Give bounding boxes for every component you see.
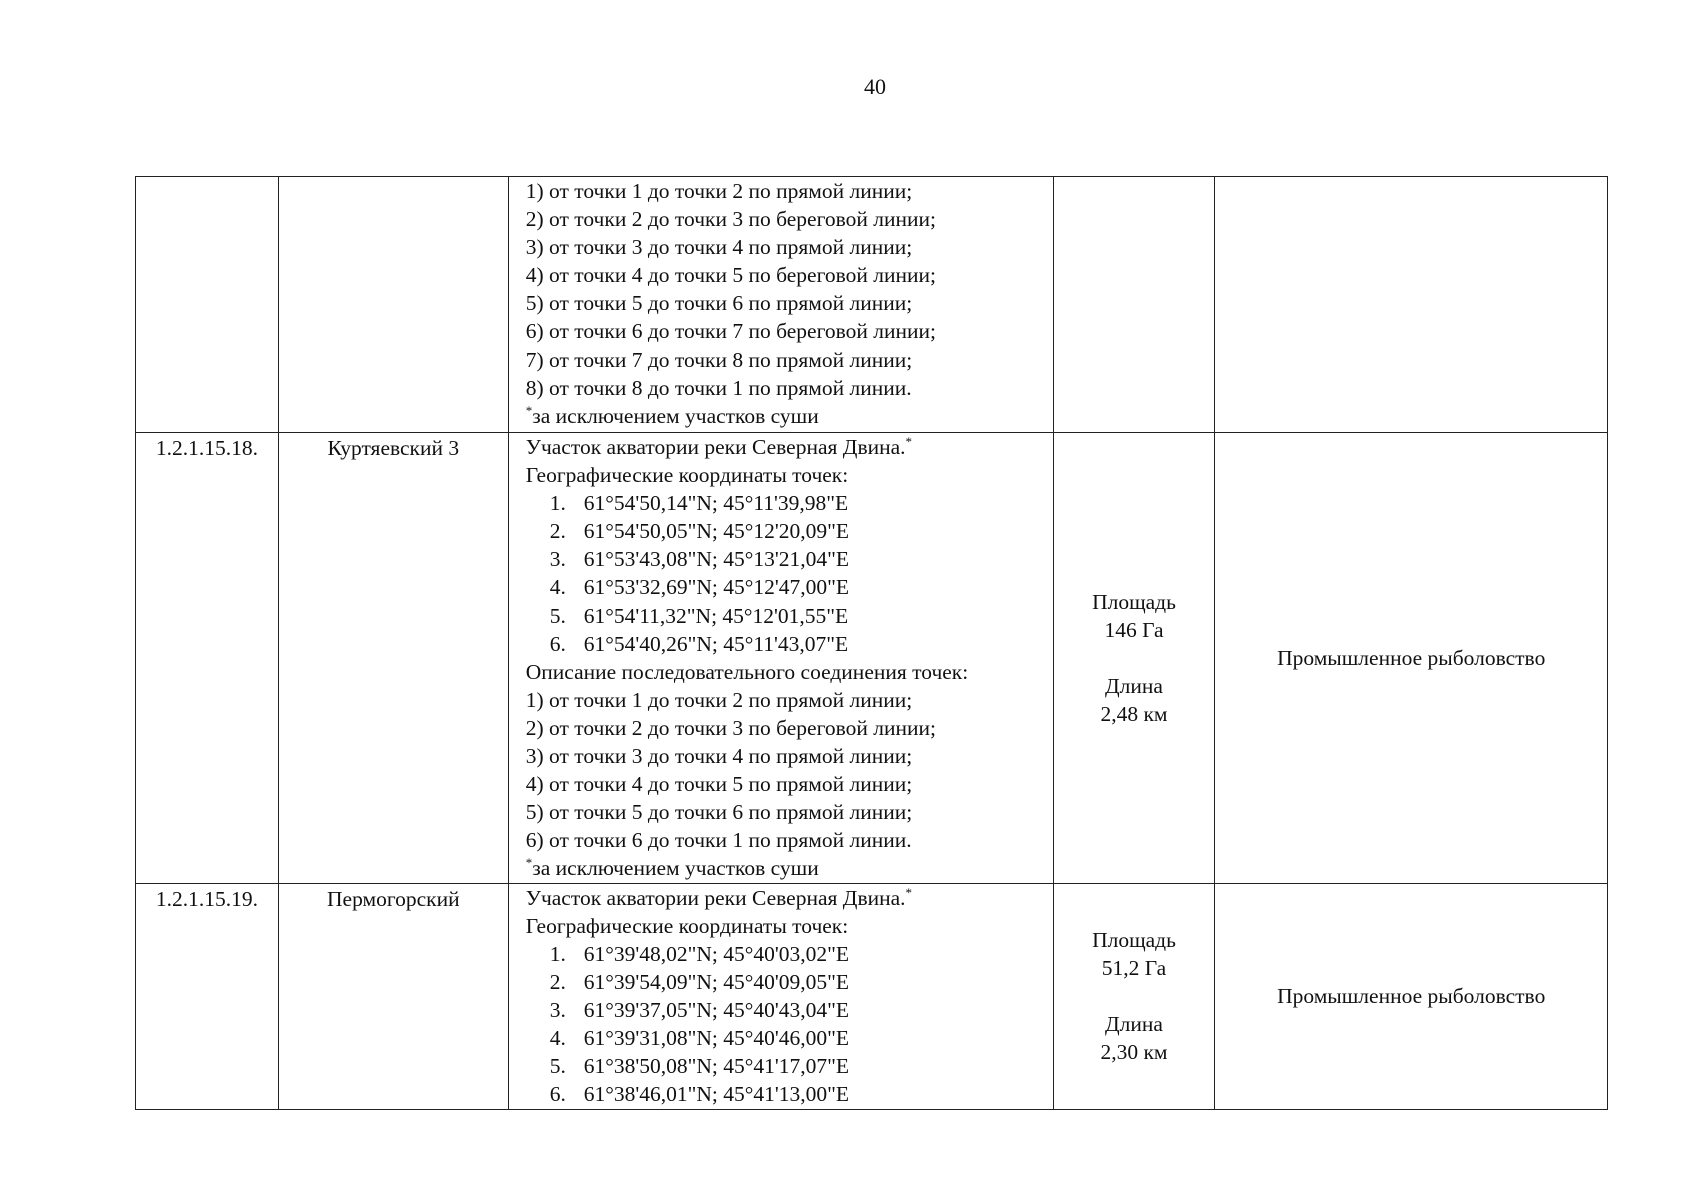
- coordinate-point: 1. 61°54'50,14"N; 45°11'39,98"E: [549, 491, 849, 516]
- row-id-cell: [136, 177, 279, 433]
- length-label: Длина: [1105, 1012, 1163, 1036]
- row-metrics-cell: [1053, 177, 1215, 433]
- fishing-areas-table: [135, 176, 1608, 1110]
- row-description-cell: [508, 177, 1053, 433]
- coordinate-point: 2. 61°39'54,09"N; 45°40'09,05"E: [549, 969, 849, 994]
- row-metrics-cell: [1053, 883, 1215, 1109]
- length-label: Длина: [1105, 673, 1163, 698]
- footnote: [526, 854, 1053, 882]
- footnote-mark: *: [525, 402, 533, 418]
- table-row: [136, 883, 1608, 1109]
- area-title: Участок акватории реки Северная Двина.*: [525, 434, 913, 459]
- area-label: Площадь: [1092, 589, 1176, 614]
- connection-line: 5) от точки 5 до точки 6 по прямой линии;: [525, 800, 913, 825]
- connection-line: 4) от точки 4 до точки 5 по прямой линии;: [525, 772, 913, 797]
- area-value: 51,2 Га: [1101, 955, 1167, 980]
- connection-line: 6) от точки 6 до точки 1 по прямой линии.: [525, 828, 912, 853]
- connection-line: 1) от точки 1 до точки 2 по прямой линии;: [525, 687, 913, 712]
- connection-line: 2) от точки 2 до точки 3 по береговой линии;: [525, 207, 936, 232]
- coordinate-point: 1. 61°39'48,02"N; 45°40'03,02"E: [549, 941, 849, 966]
- row-description-cell: [508, 883, 1053, 1109]
- connection-line: 5) от точки 5 до точки 6 по прямой линии;: [525, 291, 913, 316]
- coordinate-point: 6. 61°38'46,01"N; 45°41'13,00"E: [549, 1082, 849, 1107]
- area-value: 146 Га: [1104, 617, 1164, 642]
- coordinate-point: 3. 61°39'37,05"N; 45°40'43,04"E: [549, 997, 849, 1022]
- connection-line: 7) от точки 7 до точки 8 по прямой линии;: [525, 347, 913, 372]
- row-usage-cell: Промышленное рыболовство: [1215, 883, 1608, 1109]
- row-name-cell: Куртяевский 3: [278, 433, 508, 884]
- area-title: Участок акватории реки Северная Двина.*: [525, 884, 913, 910]
- row-description-cell: [508, 433, 1053, 884]
- row-id-cell: 1.2.1.15.19.: [136, 883, 279, 1109]
- row-name-cell: Пермогорский: [278, 883, 508, 1109]
- coordinate-point: 4. 61°53'32,69"N; 45°12'47,00"E: [549, 575, 849, 600]
- connection-line: 6) от точки 6 до точки 7 по береговой линии;: [525, 319, 936, 344]
- connection-line: 1) от точки 1 до точки 2 по прямой линии;: [525, 179, 913, 203]
- area-label: Площадь: [1092, 927, 1176, 952]
- coordinate-point: 6. 61°54'40,26"N; 45°11'43,07"E: [549, 631, 849, 656]
- coordinate-point: 3. 61°53'43,08"N; 45°13'21,04"E: [549, 547, 849, 572]
- row-usage-cell: Промышленное рыболовство: [1215, 433, 1608, 884]
- connection-line: 3) от точки 3 до точки 4 по прямой линии;: [525, 744, 913, 769]
- footnote-text: за исключением участков суши: [532, 403, 819, 428]
- coords-label: Географические координаты точек:: [525, 463, 849, 488]
- footnote: [526, 402, 1053, 430]
- connection-line: 8) от точки 8 до точки 1 по прямой линии.: [525, 375, 912, 400]
- page-number: 40: [864, 74, 886, 99]
- footnote-mark: *: [905, 434, 913, 449]
- coordinate-point: 5. 61°54'11,32"N; 45°12'01,55"E: [549, 603, 849, 628]
- connections-label: Описание последовательного соединения точек:: [525, 659, 969, 684]
- coordinate-point: 4. 61°39'31,08"N; 45°40'46,00"E: [549, 1025, 849, 1050]
- footnote-mark: *: [905, 884, 913, 900]
- row-name-cell: [278, 177, 508, 433]
- row-id-cell: 1.2.1.15.18.: [136, 433, 279, 884]
- coordinate-point: 5. 61°38'50,08"N; 45°41'17,07"E: [549, 1054, 849, 1079]
- connection-line: 2) от точки 2 до точки 3 по береговой линии;: [525, 715, 936, 740]
- connection-line: 4) от точки 4 до точки 5 по береговой линии;: [525, 263, 936, 288]
- row-usage-cell: [1215, 177, 1608, 433]
- length-value: 2,48 км: [1100, 701, 1168, 726]
- row-metrics-cell: [1053, 433, 1215, 884]
- table-row: [136, 433, 1608, 884]
- length-value: 2,30 км: [1100, 1040, 1168, 1065]
- coords-label: Географические координаты точек:: [525, 913, 849, 938]
- coordinate-point: 2. 61°54'50,05"N; 45°12'20,09"E: [549, 519, 849, 544]
- footnote-mark: *: [525, 855, 533, 871]
- table-row: [136, 177, 1608, 433]
- connection-line: 3) от точки 3 до точки 4 по прямой линии;: [525, 235, 913, 260]
- footnote-text: за исключением участков суши: [532, 856, 819, 881]
